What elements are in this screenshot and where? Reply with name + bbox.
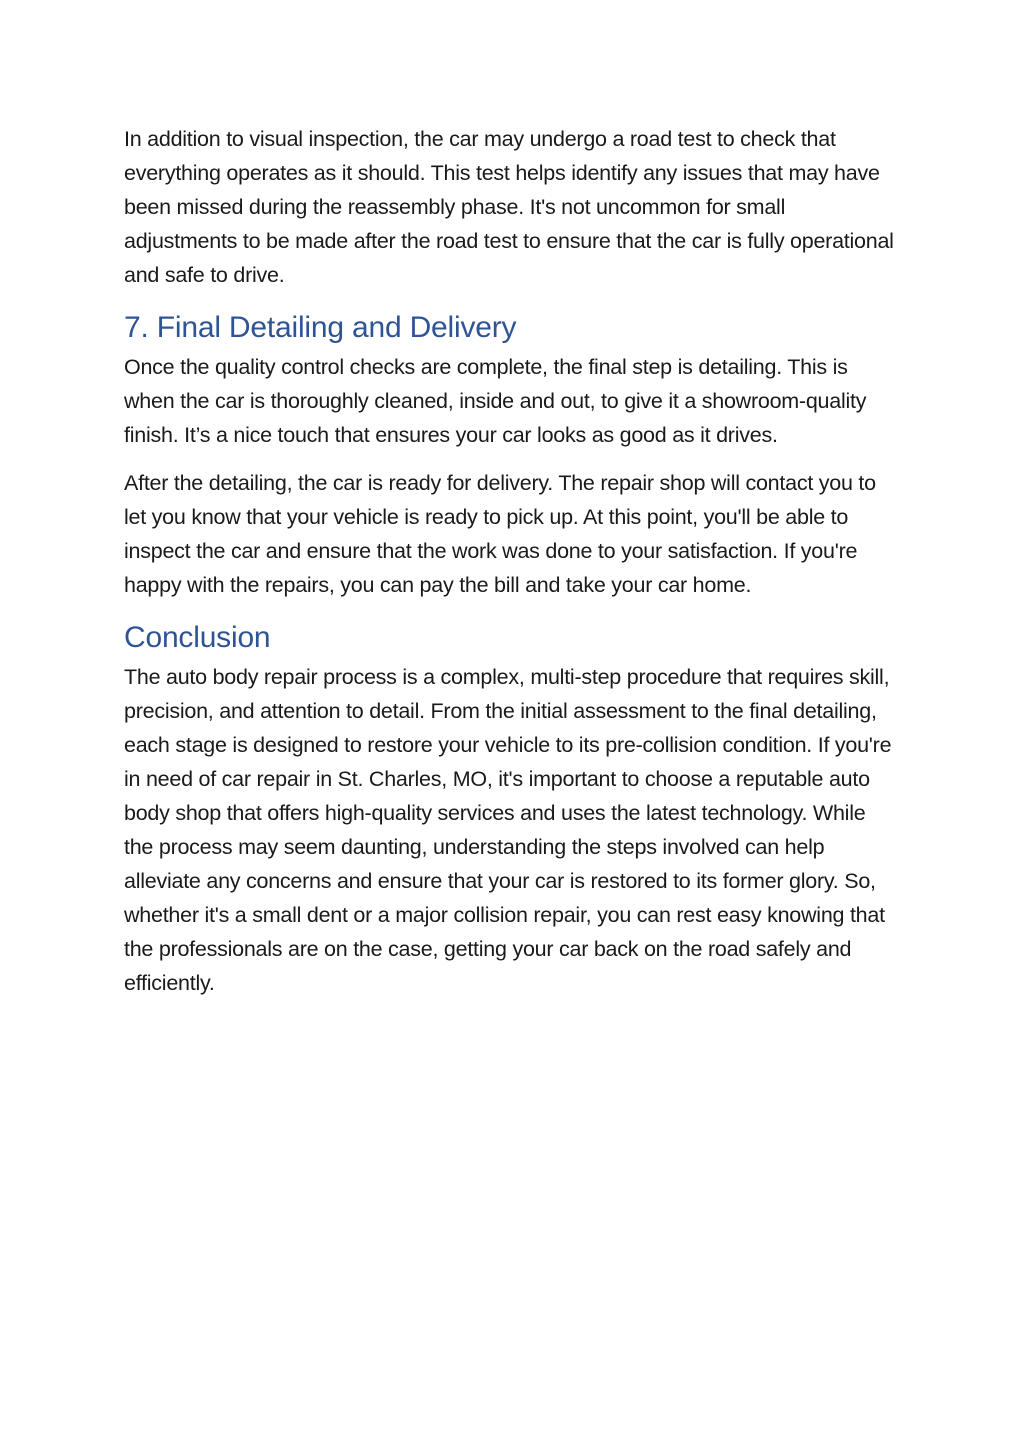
heading-conclusion: Conclusion (124, 621, 271, 654)
document-body (124, 122, 896, 1000)
heading-final-detailing: 7. Final Detailing and Delivery (124, 311, 517, 344)
paragraph-detailing: Once the quality control checks are complete, the final step is detailing. This is when the car is thoroughly cleaned, inside and out, to give it a showroom-quality finish. It’s a nice touch that ensures your car looks as good as it drives. (124, 355, 867, 447)
paragraph-delivery: After the detailing, the car is ready for delivery. The repair shop will contact you to let you know that your vehicle is ready to pick up. At this point, you'll be able to inspect the car and ensure that the work was done to your satisfaction. If you're happy with the repairs, you can pay the bill and take your car home. (124, 471, 876, 597)
paragraph-conclusion: The auto body repair process is a complex, multi-step procedure that requires skill, precision, and attention to detail. From the initial assessment to the final detailing, each stage is designed to restore your vehicle to its pre-collision condition. If you're in need of car repair in St. Charles, MO, it's important to choose a reputable auto body shop that offers high-quality services and uses the latest technology. While the process may seem daunting, understanding the steps involved can help alleviate any concerns and ensure that your car is restored to its former glory. So, whether it's a small dent or a major collision repair, you can rest easy knowing that the professionals are on the case, getting your car back on the road safely and efficiently. (124, 665, 892, 995)
paragraph-road-test: In addition to visual inspection, the car may undergo a road test to check that everything operates as it should. This test helps identify any issues that may have been missed during the reassembly phase. It's not uncommon for small adjustments to be made after the road test to ensure that the car is fully operational and safe to drive. (124, 127, 894, 287)
